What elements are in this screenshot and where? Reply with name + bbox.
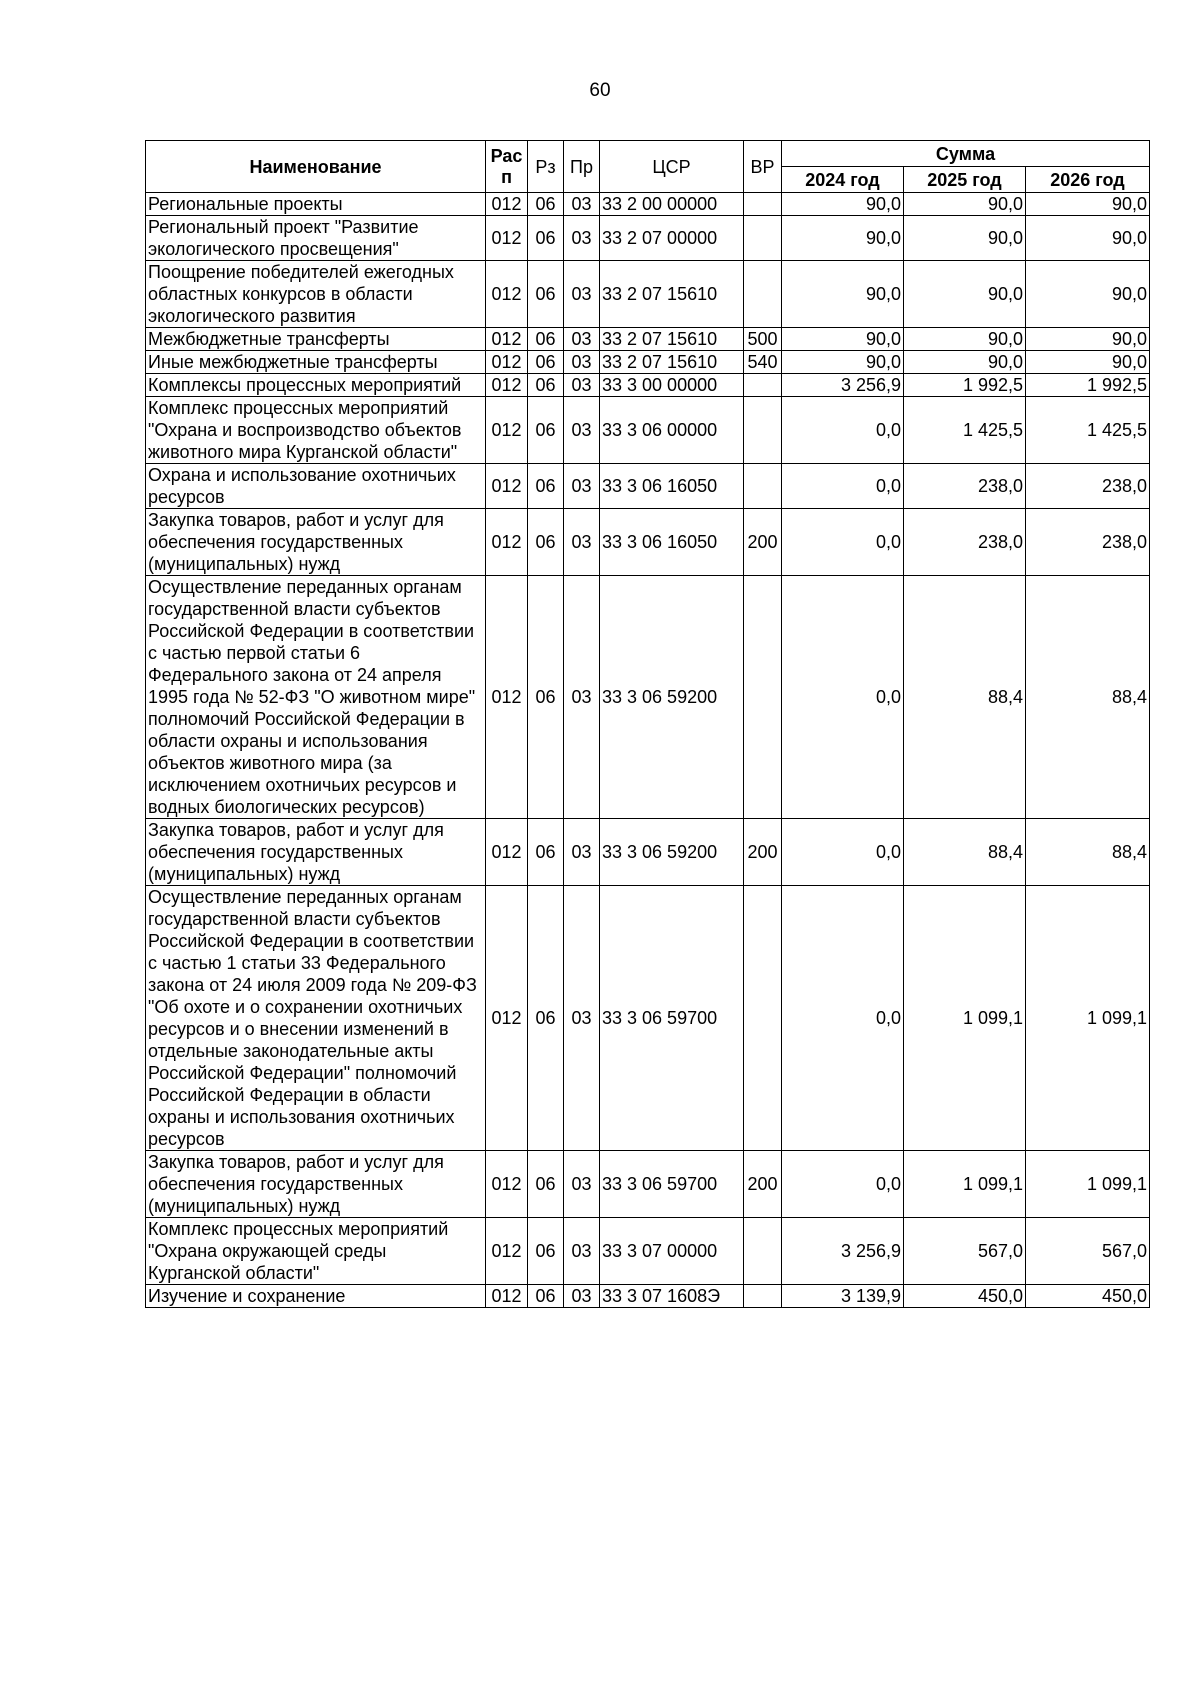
cell-amount-2024: 90,0	[782, 216, 904, 261]
header-rz: Рз	[528, 141, 564, 193]
cell-amount-2025: 88,4	[904, 576, 1026, 819]
cell-pr: 03	[564, 216, 600, 261]
cell-amount-2026: 88,4	[1026, 576, 1150, 819]
cell-amount-2026: 90,0	[1026, 193, 1150, 216]
cell-rz: 06	[528, 464, 564, 509]
cell-amount-2026: 238,0	[1026, 464, 1150, 509]
header-sum: Сумма	[782, 141, 1150, 167]
table-row	[146, 397, 1150, 464]
cell-vr: 200	[744, 819, 782, 886]
cell-amount-2026: 1 099,1	[1026, 1151, 1150, 1218]
cell-csr: 33 2 07 00000	[600, 216, 744, 261]
cell-pr: 03	[564, 328, 600, 351]
cell-amount-2025: 238,0	[904, 509, 1026, 576]
cell-amount-2024: 0,0	[782, 819, 904, 886]
cell-csr: 33 3 07 1608Э	[600, 1285, 744, 1308]
cell-csr: 33 3 00 00000	[600, 374, 744, 397]
cell-rz: 06	[528, 576, 564, 819]
table-row	[146, 193, 1150, 216]
cell-amount-2025: 90,0	[904, 261, 1026, 328]
cell-pr: 03	[564, 576, 600, 819]
cell-rasp: 012	[486, 886, 528, 1151]
cell-amount-2026: 238,0	[1026, 509, 1150, 576]
cell-name: Поощрение победителей ежегодных областных конкурсов в области экологического развития	[146, 261, 486, 328]
cell-rz: 06	[528, 819, 564, 886]
table-row	[146, 819, 1150, 886]
cell-pr: 03	[564, 1218, 600, 1285]
cell-amount-2025: 1 099,1	[904, 1151, 1026, 1218]
cell-vr	[744, 1285, 782, 1308]
cell-rz: 06	[528, 886, 564, 1151]
cell-rasp: 012	[486, 464, 528, 509]
cell-vr: 500	[744, 328, 782, 351]
cell-amount-2025: 1 099,1	[904, 886, 1026, 1151]
cell-amount-2026: 567,0	[1026, 1218, 1150, 1285]
cell-vr	[744, 576, 782, 819]
table-row	[146, 261, 1150, 328]
cell-rz: 06	[528, 397, 564, 464]
budget-table	[145, 140, 1150, 1308]
table-row	[146, 576, 1150, 819]
cell-rasp: 012	[486, 374, 528, 397]
cell-rz: 06	[528, 261, 564, 328]
cell-rz: 06	[528, 193, 564, 216]
cell-rasp: 012	[486, 1218, 528, 1285]
cell-rz: 06	[528, 509, 564, 576]
cell-rasp: 012	[486, 1285, 528, 1308]
table-row	[146, 1285, 1150, 1308]
cell-vr	[744, 886, 782, 1151]
header-rasp: Рас п	[486, 141, 528, 193]
cell-pr: 03	[564, 397, 600, 464]
cell-amount-2025: 450,0	[904, 1285, 1026, 1308]
cell-csr: 33 3 06 59200	[600, 576, 744, 819]
cell-amount-2025: 567,0	[904, 1218, 1026, 1285]
cell-amount-2024: 90,0	[782, 261, 904, 328]
cell-vr: 540	[744, 351, 782, 374]
cell-pr: 03	[564, 819, 600, 886]
cell-rasp: 012	[486, 819, 528, 886]
cell-csr: 33 2 07 15610	[600, 351, 744, 374]
cell-amount-2024: 90,0	[782, 193, 904, 216]
cell-csr: 33 3 06 59700	[600, 1151, 744, 1218]
cell-vr	[744, 1218, 782, 1285]
cell-name: Закупка товаров, работ и услуг для обеспечения государственных (муниципальных) нужд	[146, 819, 486, 886]
cell-rasp: 012	[486, 328, 528, 351]
cell-amount-2024: 0,0	[782, 576, 904, 819]
cell-name: Осуществление переданных органам государственной власти субъектов Российской Федерации в соответствии с частью первой статьи 6 Федерального закона от 24 апреля 1995 года № 52-ФЗ "О животном мире" полномочий Российской Федерации в области охраны и использования объектов животного мира (за исключением охотничьих ресурсов и водных биологических ресурсов)	[146, 576, 486, 819]
cell-rasp: 012	[486, 261, 528, 328]
cell-pr: 03	[564, 1285, 600, 1308]
page-number: 60	[589, 80, 611, 101]
cell-pr: 03	[564, 464, 600, 509]
table-header	[146, 141, 1150, 193]
cell-csr: 33 2 07 15610	[600, 328, 744, 351]
cell-vr	[744, 374, 782, 397]
cell-amount-2026: 1 099,1	[1026, 886, 1150, 1151]
cell-pr: 03	[564, 261, 600, 328]
cell-name: Комплексы процессных мероприятий	[146, 374, 486, 397]
cell-csr: 33 2 00 00000	[600, 193, 744, 216]
cell-amount-2026: 1 992,5	[1026, 374, 1150, 397]
cell-rasp: 012	[486, 351, 528, 374]
cell-amount-2024: 0,0	[782, 1151, 904, 1218]
cell-name: Осуществление переданных органам государственной власти субъектов Российской Федерации в соответствии с частью 1 статьи 33 Федерального закона от 24 июля 2009 года № 209-ФЗ "Об охоте и о сохранении охотничьих ресурсов и о внесении изменений в отдельные законодательные акты Российской Федерации" полномочий Российской Федерации в области охраны и использования охотничьих ресурсов	[146, 886, 486, 1151]
cell-rasp: 012	[486, 216, 528, 261]
cell-rasp: 012	[486, 397, 528, 464]
cell-amount-2025: 90,0	[904, 193, 1026, 216]
cell-rz: 06	[528, 1285, 564, 1308]
cell-amount-2026: 90,0	[1026, 261, 1150, 328]
cell-amount-2026: 450,0	[1026, 1285, 1150, 1308]
header-year-2025: 2025 год	[904, 167, 1026, 193]
cell-amount-2024: 0,0	[782, 509, 904, 576]
cell-rz: 06	[528, 1151, 564, 1218]
cell-rasp: 012	[486, 1151, 528, 1218]
cell-amount-2026: 90,0	[1026, 216, 1150, 261]
cell-pr: 03	[564, 193, 600, 216]
cell-rz: 06	[528, 216, 564, 261]
cell-pr: 03	[564, 886, 600, 1151]
cell-name: Иные межбюджетные трансферты	[146, 351, 486, 374]
table-row	[146, 1151, 1150, 1218]
cell-csr: 33 3 06 59200	[600, 819, 744, 886]
cell-pr: 03	[564, 1151, 600, 1218]
cell-name: Региональный проект "Развитие экологического просвещения"	[146, 216, 486, 261]
cell-csr: 33 3 06 00000	[600, 397, 744, 464]
cell-pr: 03	[564, 374, 600, 397]
cell-amount-2024: 0,0	[782, 397, 904, 464]
cell-vr	[744, 397, 782, 464]
cell-rasp: 012	[486, 509, 528, 576]
cell-amount-2025: 90,0	[904, 328, 1026, 351]
cell-name: Комплекс процессных мероприятий "Охрана окружающей среды Курганской области"	[146, 1218, 486, 1285]
cell-amount-2026: 88,4	[1026, 819, 1150, 886]
header-pr: Пр	[564, 141, 600, 193]
cell-rasp: 012	[486, 193, 528, 216]
header-name: Наименование	[146, 141, 486, 193]
header-vr: ВР	[744, 141, 782, 193]
cell-name: Комплекс процессных мероприятий "Охрана и воспроизводство объектов животного мира Курганской области"	[146, 397, 486, 464]
cell-name: Закупка товаров, работ и услуг для обеспечения государственных (муниципальных) нужд	[146, 1151, 486, 1218]
cell-name: Региональные проекты	[146, 193, 486, 216]
cell-amount-2024: 3 256,9	[782, 1218, 904, 1285]
cell-amount-2024: 90,0	[782, 351, 904, 374]
header-csr: ЦСР	[600, 141, 744, 193]
cell-name: Закупка товаров, работ и услуг для обеспечения государственных (муниципальных) нужд	[146, 509, 486, 576]
cell-csr: 33 2 07 15610	[600, 261, 744, 328]
cell-amount-2025: 1 425,5	[904, 397, 1026, 464]
cell-rz: 06	[528, 1218, 564, 1285]
cell-name: Охрана и использование охотничьих ресурсов	[146, 464, 486, 509]
cell-rz: 06	[528, 351, 564, 374]
cell-csr: 33 3 07 00000	[600, 1218, 744, 1285]
table-row	[146, 1218, 1150, 1285]
cell-vr: 200	[744, 1151, 782, 1218]
cell-vr	[744, 261, 782, 328]
cell-rz: 06	[528, 374, 564, 397]
cell-rz: 06	[528, 328, 564, 351]
cell-amount-2025: 88,4	[904, 819, 1026, 886]
cell-name: Межбюджетные трансферты	[146, 328, 486, 351]
table-row	[146, 509, 1150, 576]
cell-amount-2026: 90,0	[1026, 328, 1150, 351]
cell-amount-2024: 0,0	[782, 464, 904, 509]
table-row	[146, 351, 1150, 374]
table-row	[146, 374, 1150, 397]
cell-amount-2026: 1 425,5	[1026, 397, 1150, 464]
cell-amount-2025: 90,0	[904, 216, 1026, 261]
cell-vr	[744, 193, 782, 216]
cell-rasp: 012	[486, 576, 528, 819]
cell-amount-2025: 90,0	[904, 351, 1026, 374]
cell-csr: 33 3 06 16050	[600, 464, 744, 509]
cell-amount-2024: 0,0	[782, 886, 904, 1151]
cell-amount-2024: 3 139,9	[782, 1285, 904, 1308]
cell-amount-2024: 3 256,9	[782, 374, 904, 397]
header-year-2026: 2026 год	[1026, 167, 1150, 193]
table-body	[146, 193, 1150, 1308]
cell-vr	[744, 216, 782, 261]
cell-vr: 200	[744, 509, 782, 576]
table-row	[146, 464, 1150, 509]
cell-amount-2026: 90,0	[1026, 351, 1150, 374]
cell-amount-2024: 90,0	[782, 328, 904, 351]
cell-name: Изучение и сохранение	[146, 1285, 486, 1308]
cell-pr: 03	[564, 509, 600, 576]
cell-amount-2025: 238,0	[904, 464, 1026, 509]
header-year-2024: 2024 год	[782, 167, 904, 193]
table-row	[146, 886, 1150, 1151]
table-row	[146, 328, 1150, 351]
cell-pr: 03	[564, 351, 600, 374]
cell-vr	[744, 464, 782, 509]
cell-amount-2025: 1 992,5	[904, 374, 1026, 397]
table-row	[146, 216, 1150, 261]
cell-csr: 33 3 06 16050	[600, 509, 744, 576]
cell-csr: 33 3 06 59700	[600, 886, 744, 1151]
